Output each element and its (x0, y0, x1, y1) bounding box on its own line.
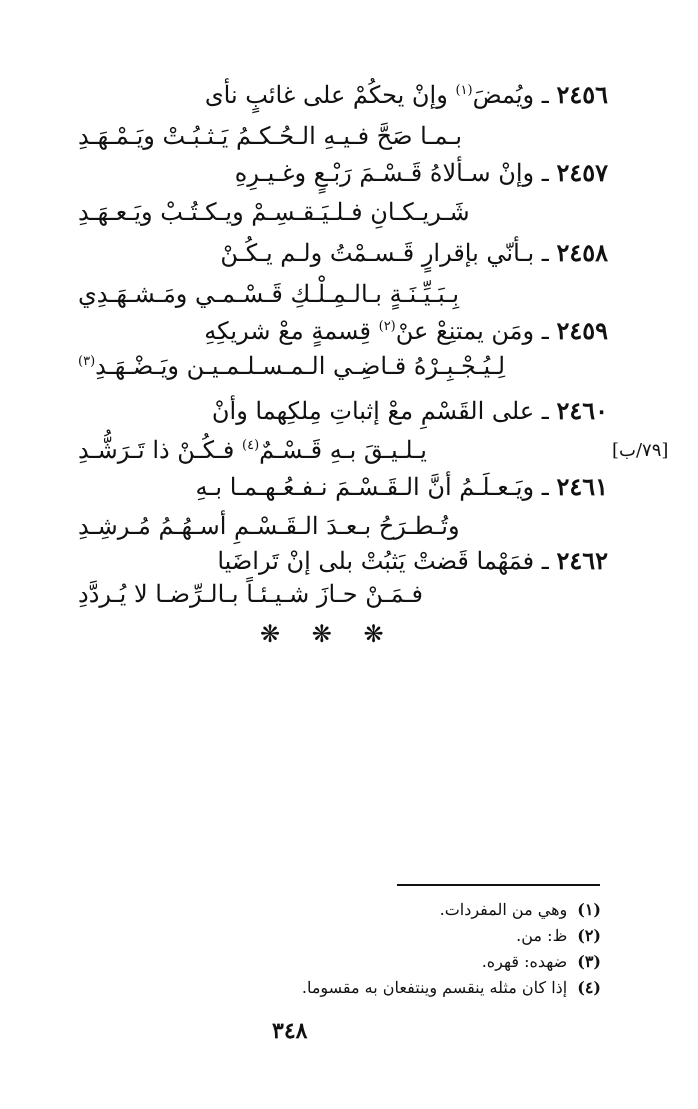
verse-text-rest: وإنْ يحكُمْ على غائبٍ نأى (204, 81, 448, 109)
verse-number: ٢٤٥٦ (556, 80, 608, 109)
verse-number: ٢٤٦١ (556, 472, 608, 501)
verse-first-hemistich (212, 396, 608, 425)
verse-text: ـ ومَن يمتنِعْ عنْ (395, 317, 549, 345)
footnote-text: ظ: من. (516, 926, 568, 945)
verse-first-hemistich (220, 238, 608, 267)
page-number: ٣٤٨ (272, 1018, 308, 1044)
verse-second-hemistich: بِـبَـيِّـنَـةٍ بـالـمِـلْـكِ قَـسْـمـي ومَـشـهَـدِي (78, 280, 460, 308)
footnote-number: (٢) (577, 926, 601, 945)
section-separator: ❋ ❋ ❋ (260, 620, 396, 648)
verse-second-hemistich (78, 352, 505, 380)
footnote-text: وهي من المفردات. (439, 900, 568, 919)
verse-first-hemistich (204, 316, 608, 345)
verse-first-hemistich (195, 472, 608, 501)
verse-number: ٢٤٦٢ (556, 546, 608, 575)
footnote-marker: (١) (455, 83, 473, 98)
verse-second-hemistich: بـمـا صَحَّ فـيـهِ الـحُـكـمُ يَـثـبُـتْ ويَـمْـهَـدِ (78, 122, 463, 150)
verse-second-hemistich: شَـريـكـانِ فـلـيَـقـسِـمْ ويـكـتُـبْ ويَـعـهَـدِ (78, 198, 470, 226)
verse-number: ٢٤٥٧ (556, 158, 608, 187)
footnote-marker: (٤) (242, 438, 260, 453)
verse-text: لِـيُـجْـبِـرْهُ قـاضِـي الـمـسـلـمـيـن ويَـضْـهَـدِ (95, 352, 506, 380)
footnote-number: (٤) (577, 978, 601, 997)
footnote (302, 978, 601, 997)
footnote (482, 952, 601, 971)
verse-second-hemistich: وتُـطـرَحُ بـعـدَ الـقَـسْـمِ أسـهُـمُ مُـرشِـدِ (78, 512, 460, 540)
verse-text: يـلـيـقَ بـهِ قَـسْـمٌ (259, 436, 427, 464)
verse-first-hemistich (205, 80, 608, 109)
verse-text-rest: فـكُـنْ ذا تَـرَشُّـدِ (78, 436, 235, 464)
footnote-marker: (٣) (78, 354, 96, 369)
footnote-divider (397, 884, 600, 886)
verse-first-hemistich (235, 158, 608, 187)
verse-second-hemistich (78, 436, 427, 464)
footnote-text: ضهده: قهره. (481, 952, 568, 971)
verse-text: ـ وإنْ سـألاهُ قَـسْـمَ رَبْـعٍ وغـيـرِهِ (234, 159, 549, 187)
verse-number: ٢٤٦٠ (556, 396, 608, 425)
footnote-number: (١) (577, 900, 601, 919)
verse-text: ـ ويُمضَ (472, 81, 549, 109)
footnote (516, 926, 601, 945)
verse-text: ـ ويَـعـلَـمُ أنَّ الـقَـسْـمَ نـفـعُـهـمـا بـهِ (195, 473, 549, 501)
verse-number: ٢٤٥٩ (556, 316, 608, 345)
manuscript-folio-reference: [٧٩/ب] (612, 440, 669, 461)
verse-text: ـ بـأنّي بإقرارٍ قَـسـمْتُ ولـم يـكُـنْ (220, 239, 549, 267)
footnote-number: (٣) (577, 952, 601, 971)
verse-text: ـ على القَسْمِ معْ إثباتِ مِلكِهما وأنْ (211, 397, 549, 425)
footnote-text: إذا كان مثله ينقسم وينتفعان به مقسوما. (301, 978, 568, 997)
footnote-marker: (٢) (378, 319, 396, 334)
footnote (440, 900, 601, 919)
verse-number: ٢٤٥٨ (556, 238, 608, 267)
verse-second-hemistich: فـمَـنْ حـازَ شـيـئـاً بـالـرِّضـا لا يُـردَّدِ (78, 580, 423, 608)
verse-text: ـ فمَهْما قَضتْ يَثبُتْ بلى إنْ تَراضَيا (217, 547, 549, 575)
verse-text-rest: قِسمةٍ معْ شريكِهِ (204, 317, 371, 345)
verse-first-hemistich (217, 546, 608, 575)
